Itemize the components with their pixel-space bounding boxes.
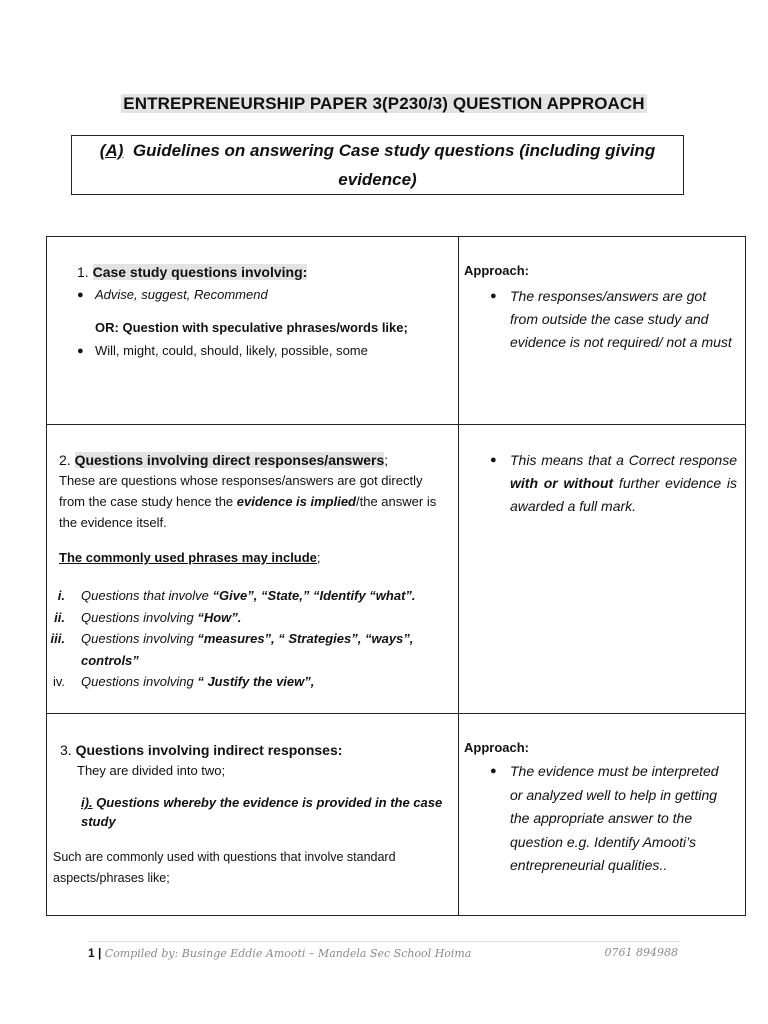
row2-description — [59, 470, 446, 533]
row3-number: 3. — [60, 742, 72, 758]
row1-number: 1. — [77, 264, 89, 280]
section-heading-line1 — [72, 136, 683, 165]
row2-desc-a: These are questions whose responses/answers are got directly from the case study hence the — [59, 473, 423, 509]
list-item: iii. Questions involving “measures”, “ Strategies”, “ways”, controls” — [50, 631, 414, 668]
row1-right-cell — [459, 237, 746, 425]
row1-or-line — [77, 318, 444, 338]
table-row — [47, 237, 746, 425]
row2-phrases-label: The commonly used phrases may include — [59, 550, 317, 565]
document-title — [0, 94, 768, 114]
row2-right-text-c: further evidence is awarded a full mark. — [510, 475, 737, 514]
row1-bullet-1: ● Advise, suggest, Recommend — [77, 285, 444, 305]
page-number: 1 | — [88, 946, 102, 960]
list-item: iv. Questions involving “ Justify the view”, — [52, 674, 315, 689]
row2-right-text-b: with or without — [510, 475, 614, 491]
phone-number: 0761 894988 — [604, 946, 678, 959]
section-heading-text1: Guidelines on answering Case study questions (including giving — [132, 141, 656, 160]
row2-phrases-tail: ; — [316, 550, 321, 565]
table-row — [47, 714, 746, 916]
row3-left-cell — [47, 714, 459, 916]
row3-sub-text: Questions whereby the evidence is provided in the case study — [81, 795, 443, 829]
row3-line2: Such are commonly used with questions that involve standard aspects/phrases like; — [53, 850, 396, 885]
table-row — [47, 425, 746, 714]
row2-left-cell — [47, 425, 459, 714]
row3-heading — [59, 739, 444, 761]
guidelines-table — [46, 236, 746, 916]
row2-phrases-heading — [59, 548, 446, 568]
section-heading-line2: evidence) — [338, 170, 417, 189]
row1-bullet-2: ● Will, might, could, should, likely, possible, some — [77, 341, 444, 361]
row2-heading — [59, 450, 446, 470]
row2-desc-b: evidence is implied — [236, 494, 356, 509]
section-heading-box — [71, 135, 684, 195]
list-item: ii. Questions involving “How”. — [54, 609, 242, 625]
row2-right-bullet — [490, 449, 737, 518]
row1-or-text: Question with speculative phrases/words like; — [122, 320, 408, 335]
row1-heading-text: Case study questions involving: — [92, 264, 308, 280]
row1-left-cell — [47, 237, 459, 425]
row2-right-cell — [459, 425, 746, 714]
row2-number: 2. — [59, 452, 71, 468]
compiled-by: Compiled by: Businge Eddie Amooti – Mandela Sec School Hoima — [104, 947, 472, 960]
row1-approach-bullet: ● The responses/answers are got from outside the case study and evidence is not required/ not a must — [490, 285, 733, 354]
row3-subheading — [59, 793, 444, 831]
row3-line1: They are divided into two; — [77, 763, 226, 778]
row3-heading-text: Questions involving indirect responses: — [75, 742, 343, 758]
section-label: (A) — [99, 141, 124, 160]
row1-heading — [77, 261, 444, 283]
row3-right-cell — [459, 714, 746, 916]
row1-approach-label: Approach: — [464, 263, 529, 278]
row2-heading-text: Questions involving direct responses/answers — [74, 452, 385, 468]
row2-heading-tail: ; — [384, 452, 389, 468]
document-title-text: ENTREPRENEURSHIP PAPER 3(P230/3) QUESTION APPROACH — [123, 94, 645, 113]
row2-desc-c: /the answer is the evidence itself. — [59, 494, 437, 530]
list-item: i. Questions that involve “Give”, “State,” “Identify “what”. — [57, 588, 416, 603]
row3-approach-bullet: ● The evidence must be interpreted or analyzed well to help in getting the appropriate answer to the question e.g. Identify Amooti’s entrepreneurial qualities.. — [490, 760, 733, 878]
row2-right-text-a: This means that a Correct response — [510, 452, 737, 468]
row2-phrase-list — [47, 585, 446, 693]
row3-approach-label: Approach: — [464, 740, 529, 755]
row3-sub-label: i). — [81, 795, 93, 810]
row1-or-label: OR: — [95, 320, 119, 335]
page-footer — [88, 941, 680, 960]
